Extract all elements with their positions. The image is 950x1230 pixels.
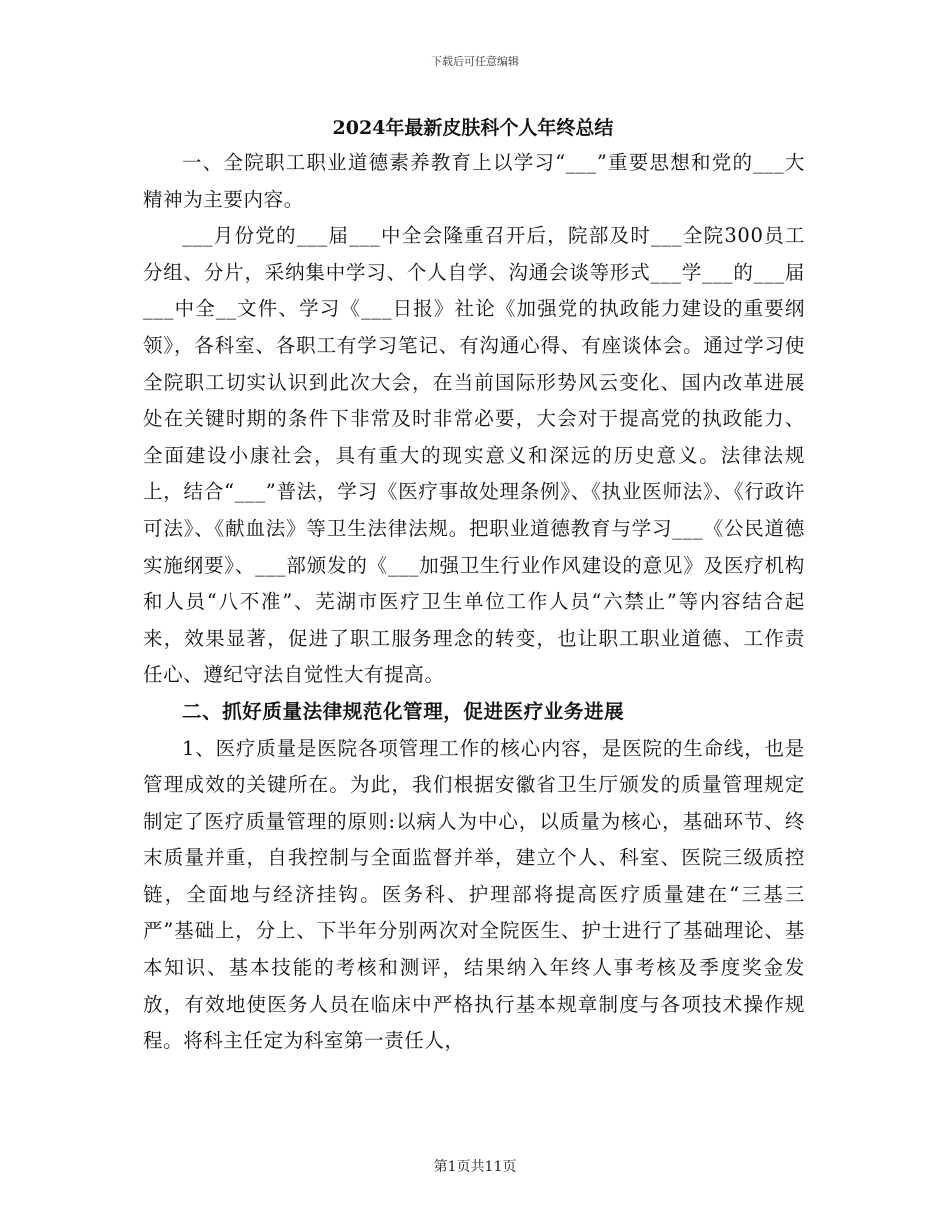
document-body xyxy=(143,145,805,1060)
paragraph-section-1: 一、全院职工职业道德素养教育上以学习“___”重要思想和党的___大精神为主要内容。 xyxy=(143,151,805,211)
section-heading-2: 二、抓好质量法律规范化管理，促进医疗业务进展 xyxy=(182,699,625,723)
paragraph-quality-management: 1、医疗质量是医院各项管理工作的核心内容，是医院的生命线，也是管理成效的关键所在。为此，我们根据安徽省卫生厅颁发的质量管理规定制定了医疗质量管理的原则:以病人为中心，以质量为核心，基础环节、终末质量并重，自我控制与全面监督并举，建立个人、科室、医院三级质控链，全面地与经济挂钩。医务科、护理部将提高医疗质量建在“三基三严”基础上，分上、下半年分别两次对全院医生、护士进行了基础理论、基本知识、基本技能的考核和测评，结果纳入年终人事考核及季度奖金发放，有效地使医务人员在临床中严格执行基本规章制度与各项技术操作规程。将科主任定为科室第一责任人， xyxy=(143,736,805,1053)
paragraph-study-content: ___月份党的___届___中全会隆重召开后，院部及时___全院300员工分组、分片，采纳集中学习、个人自学、沟通会谈等形式___学___的___届___中全__文件、学习《___日报》社论《加强党的执政能力建设的重要纲领》，各科室、各职工有学习笔记、有沟通心得、有座谈体会。通过学习使全院职工切实认识到此次大会，在当前国际形势风云变化、国内改革进展处在关键时期的条件下非常及时非常必要，大会对于提高党的执政能力、全面建设小康社会，具有重大的现实意义和深远的历史意义。法律法规上，结合“___”普法，学习《医疗事故处理条例》、《执业医师法》、《行政许可法》、《献血法》等卫生法律法规。把职业道德教育与学习___《公民道德实施纲要》、___部颁发的《___加强卫生行业作风建设的意见》及医疗机构和人员“八不准”、芜湖市医疗卫生单位工作人员“六禁止”等内容结合起来，效果显著，促进了职工服务理念的转变，也让职工职业道德、工作责任心、遵纪守法自觉性大有提高。 xyxy=(143,224,805,687)
document-title: 2024年最新皮肤科个人年终总结 xyxy=(332,117,614,139)
page-number: 第1页共11页 xyxy=(433,1159,517,1175)
page-header-note: 下载后可任意编辑 xyxy=(431,55,519,68)
